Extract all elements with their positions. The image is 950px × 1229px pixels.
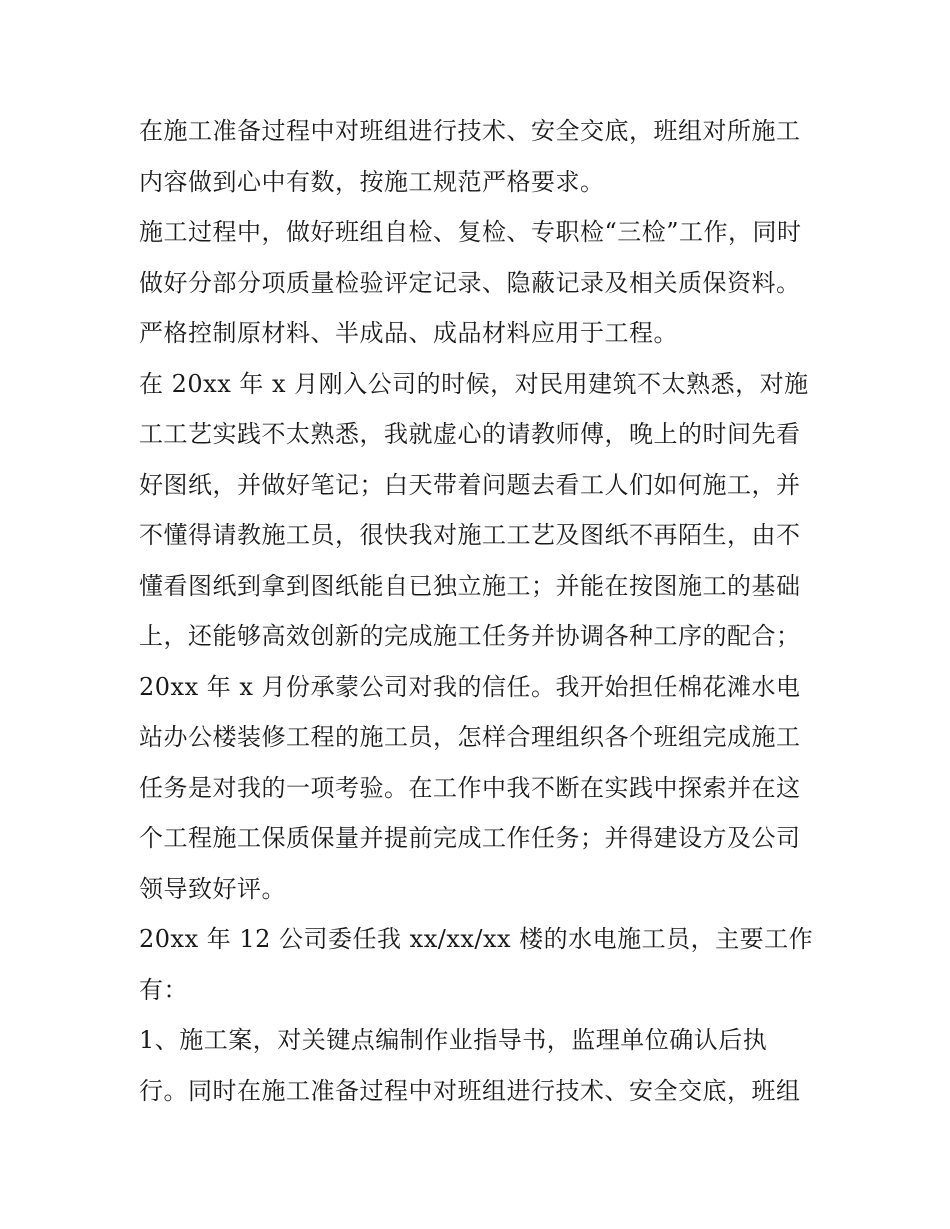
- text-line: 做好分部分项质量检验评定记录、隐蔽记录及相关质保资料。: [139, 268, 801, 297]
- text-line: 行。同时在施工准备过程中对班组进行技术、安全交底，班组: [139, 1076, 801, 1105]
- text-line: 20xx 年 x 月份承蒙公司对我的信任。我开始担任棉花滩水电: [139, 672, 801, 701]
- text-line: 个工程施工保质保量并提前完成工作任务；并得建设方及公司: [139, 824, 801, 852]
- text-line: 上，还能够高效创新的完成施工任务并协调各种工序的配合；: [139, 622, 801, 650]
- text-line: 工工艺实践不太熟悉，我就虚心的请教师傅，晚上的时间先看: [139, 420, 801, 448]
- text-line: 懂看图纸到拿到图纸能自已独立施工；并能在按图施工的基础: [139, 571, 801, 600]
- document-body: [139, 106, 829, 1116]
- text-line: 20xx 年 12 公司委任我 xx/xx/xx 楼的水电施工员，主要工作: [139, 925, 814, 953]
- text-line: 任务是对我的一项考验。在工作中我不断在实践中探索并在这: [139, 773, 801, 802]
- text-line: 内容做到心中有数，按施工规范严格要求。: [139, 167, 605, 196]
- text-line: 站办公楼装修工程的施工员，怎样合理组织各个班组完成施工: [139, 723, 801, 751]
- text-line: 施工过程中，做好班组自检、复检、专职检“三检”工作，同时: [139, 218, 802, 246]
- text-line: 领导致好评。: [139, 874, 286, 903]
- text-line: 好图纸，并做好笔记；白天带着问题去看工人们如何施工，并: [139, 470, 801, 499]
- text-line: 在施工准备过程中对班组进行技术、安全交底，班组对所施工: [139, 117, 801, 145]
- text-line: 1、施工案，对关键点编制作业指导书，监理单位确认后执: [139, 1026, 768, 1054]
- text-line: 严格控制原材料、半成品、成品材料应用于工程。: [139, 319, 678, 347]
- text-line: 有：: [139, 975, 188, 1004]
- text-line: 不懂得请教施工员，很快我对施工工艺及图纸不再陌生，由不: [139, 521, 801, 549]
- text-line: 在 20xx 年 x 月刚入公司的时候，对民用建筑不太熟悉，对施: [139, 369, 809, 398]
